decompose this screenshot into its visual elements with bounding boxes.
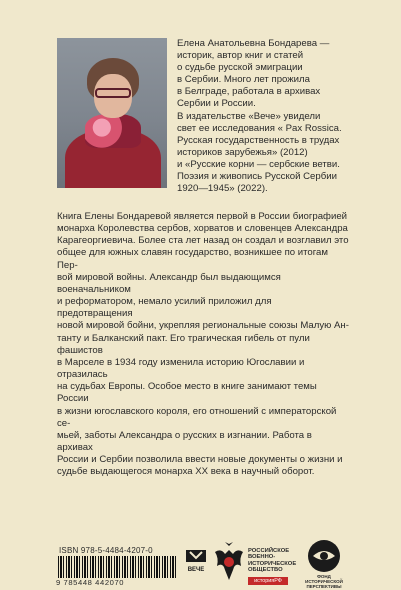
rvio-logo: [248, 548, 298, 585]
fund-logo-text: ФОНД ИСТОРИЧЕСКОЙ ПЕРСПЕКТИВЫ: [305, 574, 343, 589]
rvio-logo-name: РОССИЙСКОЕ ВОЕННО- ИСТОРИЧЕСКОЕ ОБЩЕСТВО: [248, 548, 297, 574]
isbn-label: ISBN 978-5-4484-4207-0: [59, 546, 153, 555]
veche-logo-icon: [184, 548, 208, 574]
barcode-number: 9 785448 442070: [56, 578, 125, 587]
author-bio: Елена Анатольевна Бондарева — историк, автор книг и статей о судьбе русской эмиграции в Сербии. Много лет прожила в Белграде, работала в архивах Сербии и России. В издательстве «Вече» увидели свет ее исследования « Pax Rossica. Русская государственность в трудах историков зарубежья» (2012) и «Русские корни — сербские ветви. Поэзия и живопись Русской Сербии 1920—1945» (2022).: [177, 38, 342, 195]
book-annotation: Книга Елены Бондаревой является первой в России биографией монарха Королевства сербов, хорватов и словенцев Александра Карагеоргиевича. Более ста лет назад он создал и возглавил это общее для южных славян государство, возникшее по итогам Пер- вой мировой войны. Александр был выдающимся военачальником и реформатором, немало усилий приложил для предотвращения новой мировой бойни, укрепляя региональные союзы Малую Ан- танту и Балканский пакт. Его трагическая гибель от пули фашистов в Марселе в 1934 году изменила историю Югославии и отразилась на судьбах Европы. Особое место в книге занимают темы России в жизни югославского короля, его отношений с императорской се- мьей, заботы Александра о русских в изгнании. Работа в архивах России и Сербии позволила ввести новые документы о жизни и судьбе выдающегося монарха XX века в научный оборот.: [57, 211, 349, 478]
double-headed-eagle-icon: [211, 540, 247, 582]
rvio-logo-site: историяРФ: [248, 577, 288, 585]
veche-logo-text: ВЕЧЕ: [187, 567, 205, 573]
barcode: [58, 556, 176, 578]
author-photo: [57, 38, 167, 188]
